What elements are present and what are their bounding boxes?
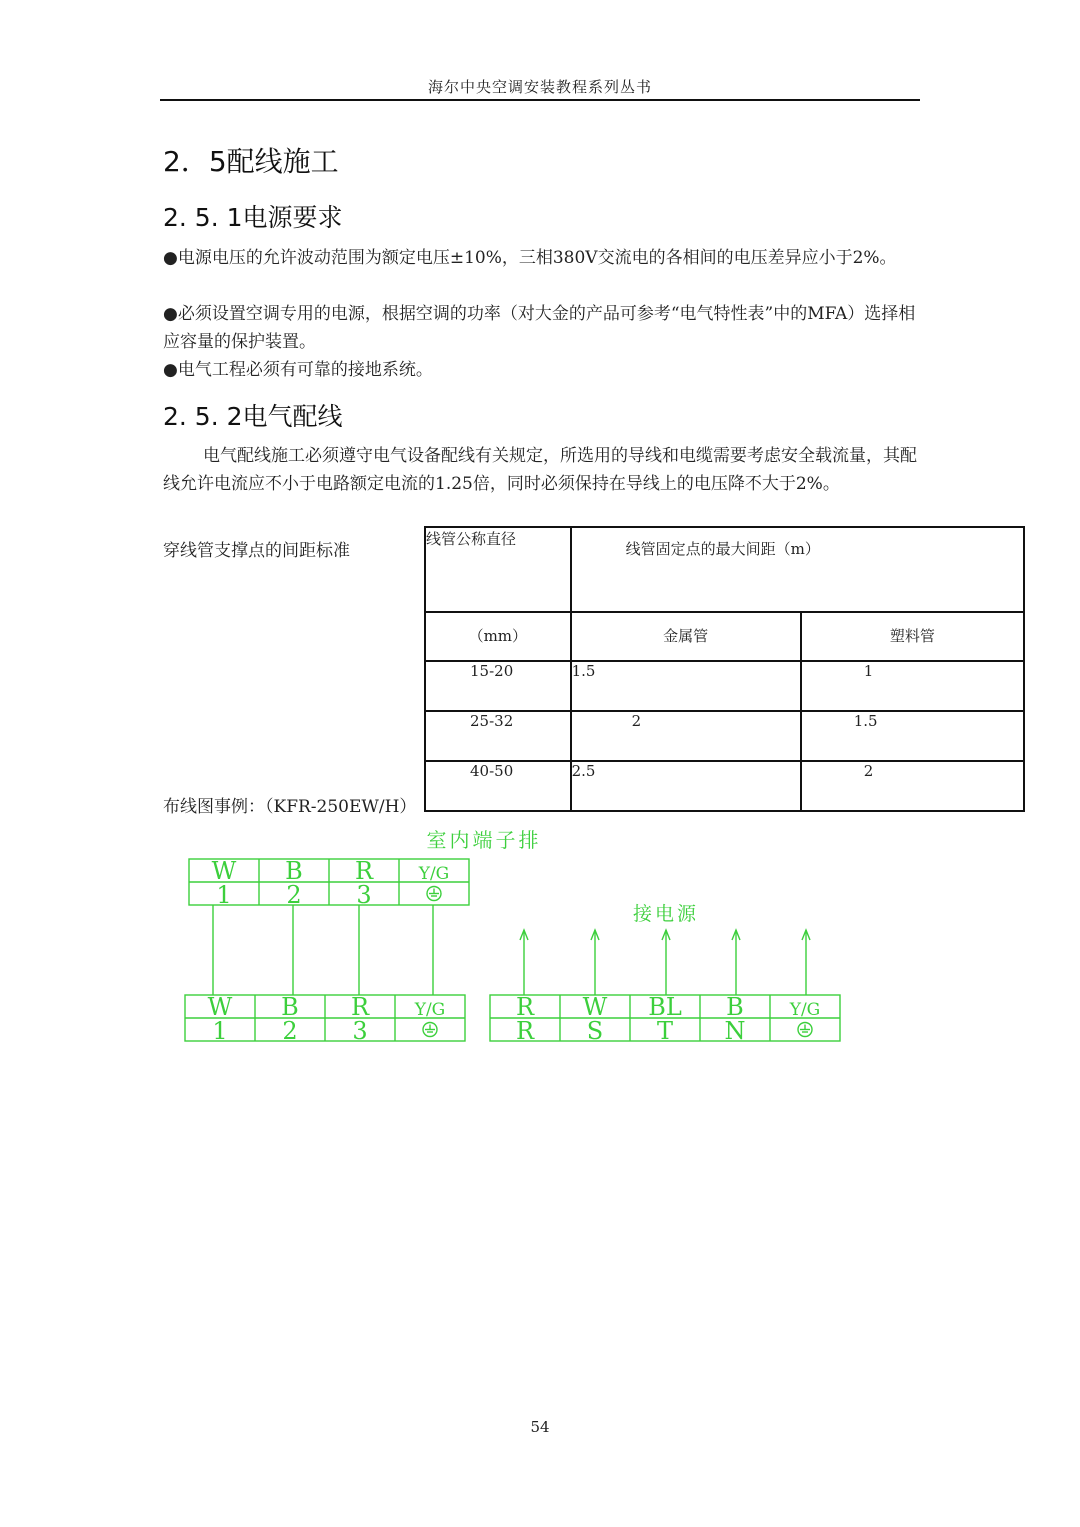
terminal-top-label: Y/G [418, 864, 450, 884]
section-heading: 2．5配线施工 [163, 145, 339, 178]
indoor-terminal-title: 室内端子排 [426, 828, 542, 852]
terminal-bottom-label: S [586, 1017, 604, 1045]
terminal-top-label: B [726, 993, 744, 1021]
up-arrow-icon [591, 930, 599, 995]
header-unit: （mm） [425, 612, 571, 661]
cell-plastic: 1.5 [801, 711, 1024, 761]
running-header: 海尔中央空调安装教程系列丛书 [427, 78, 652, 96]
cell-diameter: 40-50 [425, 761, 571, 811]
terminal-bottom-label: 1 [216, 881, 232, 909]
terminal-bottom-label: 3 [356, 881, 372, 909]
cell-plastic: 1 [801, 661, 1024, 711]
terminal-top-label: BL [648, 993, 682, 1021]
cell-metal: 2.5 [571, 761, 801, 811]
terminal-top-label: B [281, 993, 299, 1021]
terminal-top-label: Y/G [414, 1000, 446, 1020]
terminal-bottom-label: 1 [212, 1017, 228, 1045]
terminal-top-label: W [582, 993, 608, 1021]
bullet-voltage: ●电源电压的允许波动范围为额定电压±10%，三相380V交流电的各相间的电压差异应小于2%。 [163, 248, 897, 268]
diagram-caption: 布线图事例：（KFR-250EW/H） [163, 797, 417, 817]
subsection-heading-wiring: 2. 5. 2电气配线 [163, 402, 343, 431]
bullet-dedicated-supply: ●必须设置空调专用的电源，根据空调的功率（对大金的产品可参考“电气特性表”中的MFA）选择相应容量的保护装置。 [163, 304, 916, 352]
cell-diameter: 15-20 [425, 661, 571, 711]
wiring-paragraph: 电气配线施工必须遵守电气设备配线有关规定，所选用的导线和电缆需要考虑安全载流量，其配线允许电流应不小于电路额定电流的1.25倍，同时必须保持在导线上的电压降不大于2%。 [163, 446, 917, 494]
ground-icon [798, 1023, 812, 1037]
terminal-top-label: B [285, 857, 303, 885]
subsection-heading-power: 2. 5. 1电源要求 [163, 203, 343, 232]
bullet-grounding: ●电气工程必须有可靠的接地系统。 [163, 360, 433, 380]
terminal-top-label: Y/G [789, 1000, 821, 1020]
up-arrow-icon [520, 930, 528, 995]
cell-metal: 1.5 [571, 661, 801, 711]
terminal-bottom-label: 2 [282, 1017, 298, 1045]
terminal-bottom-label: N [724, 1017, 746, 1045]
page-number: 54 [530, 1418, 550, 1436]
terminal-labels [208, 857, 821, 1045]
terminal-bottom-label: R [515, 1017, 535, 1045]
cell-metal: 2 [571, 711, 801, 761]
terminal-top-label: W [211, 857, 237, 885]
header-metal-pipe: 金属管 [571, 612, 801, 661]
header-max-spacing: 线管固定点的最大间距（m） [571, 527, 1024, 612]
terminal-bottom-label: T [656, 1017, 674, 1045]
up-arrow-icon [662, 930, 670, 995]
cell-diameter: 25-32 [425, 711, 571, 761]
power-supply-title: 接电源 [632, 903, 700, 925]
terminal-bottom-label: 2 [286, 881, 302, 909]
terminal-bottom-label: 3 [352, 1017, 368, 1045]
cell-plastic: 2 [801, 761, 1024, 811]
terminal-top-label: R [515, 993, 535, 1021]
table-caption: 穿线管支撑点的间距标准 [163, 541, 350, 561]
header-plastic-pipe: 塑料管 [801, 612, 1024, 661]
terminal-top-label: R [350, 993, 370, 1021]
header-diameter: 线管公称直径 [425, 527, 571, 612]
ground-icon [423, 1023, 437, 1037]
up-arrow-icon [802, 930, 810, 995]
terminal-top-label: R [354, 857, 374, 885]
ground-icon [427, 887, 441, 901]
terminal-top-label: W [207, 993, 233, 1021]
up-arrow-icon [732, 930, 740, 995]
